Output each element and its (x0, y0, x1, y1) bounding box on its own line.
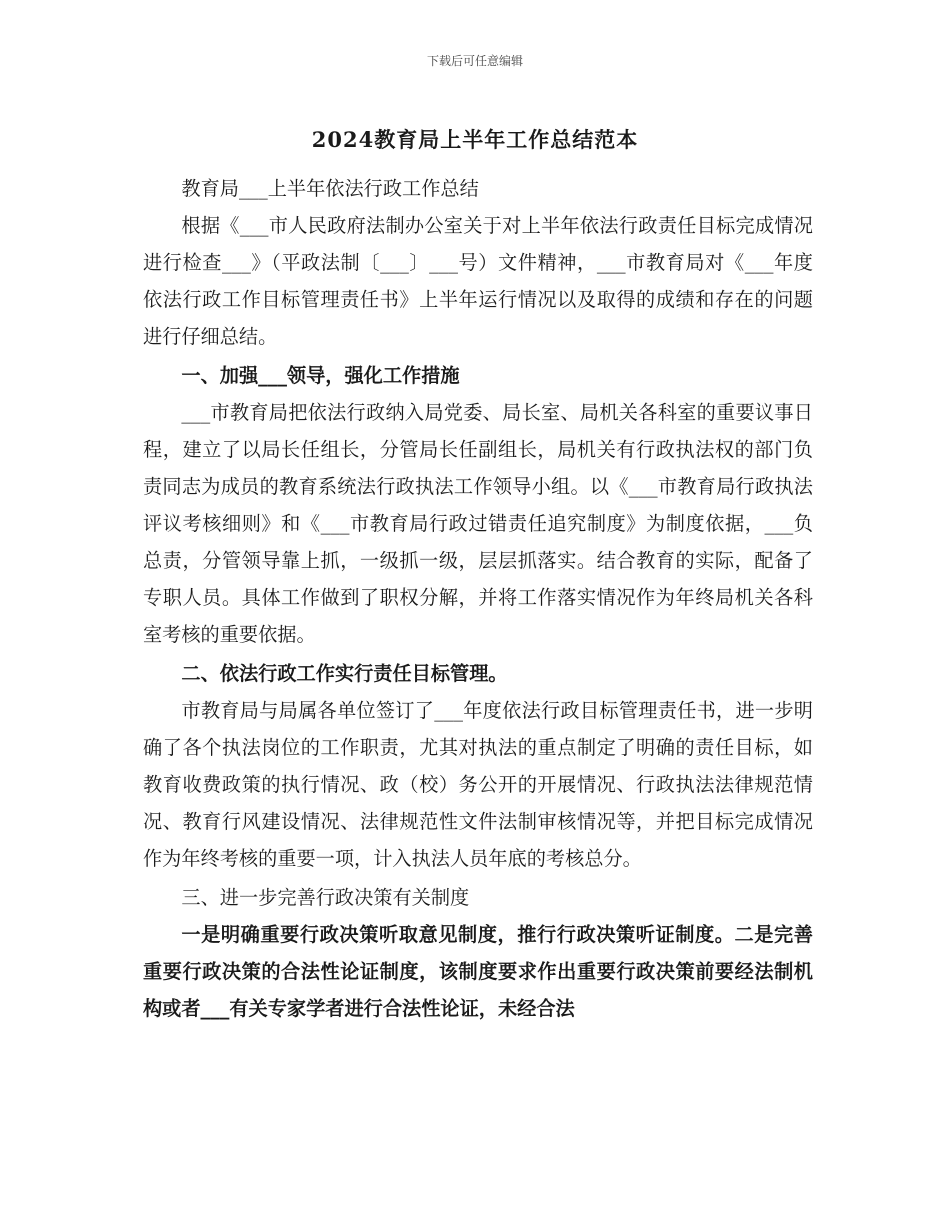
header-note: 下载后可任意编辑 (426, 54, 523, 68)
document-title: 2024教育局上半年工作总结范本 (311, 127, 639, 152)
document-body (143, 170, 813, 1027)
section-paragraph-2: 市教育局与局属各单位签订了___年度依法行政目标管理责任书，进一步明确了各个执法岗位的工作职责，尤其对执法的重点制定了明确的责任目标，如教育收费政策的执行情况、政（校）务公开的开展情况、行政执法法律规范情况、教育行风建设情况、法律规范性文件法制审核情况等，并把目标完成情况作为年终考核的重要一项，计入执法人员年底的考核总分。 (143, 699, 813, 870)
intro-paragraph: 根据《___市人民政府法制办公室关于对上半年依法行政责任目标完成情况进行检查___》（平政法制〔___〕___号）文件精神，___市教育局对《___年度依法行政工作目标管理责任书》上半年运行情况以及取得的成绩和存在的问题进行仔细总结。 (143, 214, 813, 348)
section-paragraph-1: ___市教育局把依法行政纳入局党委、局长室、局机关各科室的重要议事日程，建立了以局长任组长，分管局长任副组长，局机关有行政执法权的部门负责同志为成员的教育系统法行政执法工作领导小组。以《___市教育局行政执法评议考核细则》和《___市教育局行政过错责任追究制度》为制度依据，___负总责，分管领导靠上抓，一级抓一级，层层抓落实。结合教育的实际，配备了专职人员。具体工作做到了职权分解，并将工作落实情况作为年终局机关各科室考核的重要依据。 (143, 401, 813, 646)
subtitle-paragraph: 教育局___上半年依法行政工作总结 (181, 177, 479, 200)
section-paragraph-3: 一是明确重要行政决策听取意见制度，推行行政决策听证制度。二是完善重要行政决策的合法性论证制度，该制度要求作出重要行政决策前要经法制机构或者___有关专家学者进行合法性论证，未经合法 (143, 923, 813, 1020)
section-heading-1: 一、加强___领导，强化工作措施 (181, 364, 460, 387)
section-heading-3: 三、进一步完善行政决策有关制度 (181, 886, 470, 909)
section-heading-2: 二、依法行政工作实行责任目标管理。 (181, 662, 508, 685)
